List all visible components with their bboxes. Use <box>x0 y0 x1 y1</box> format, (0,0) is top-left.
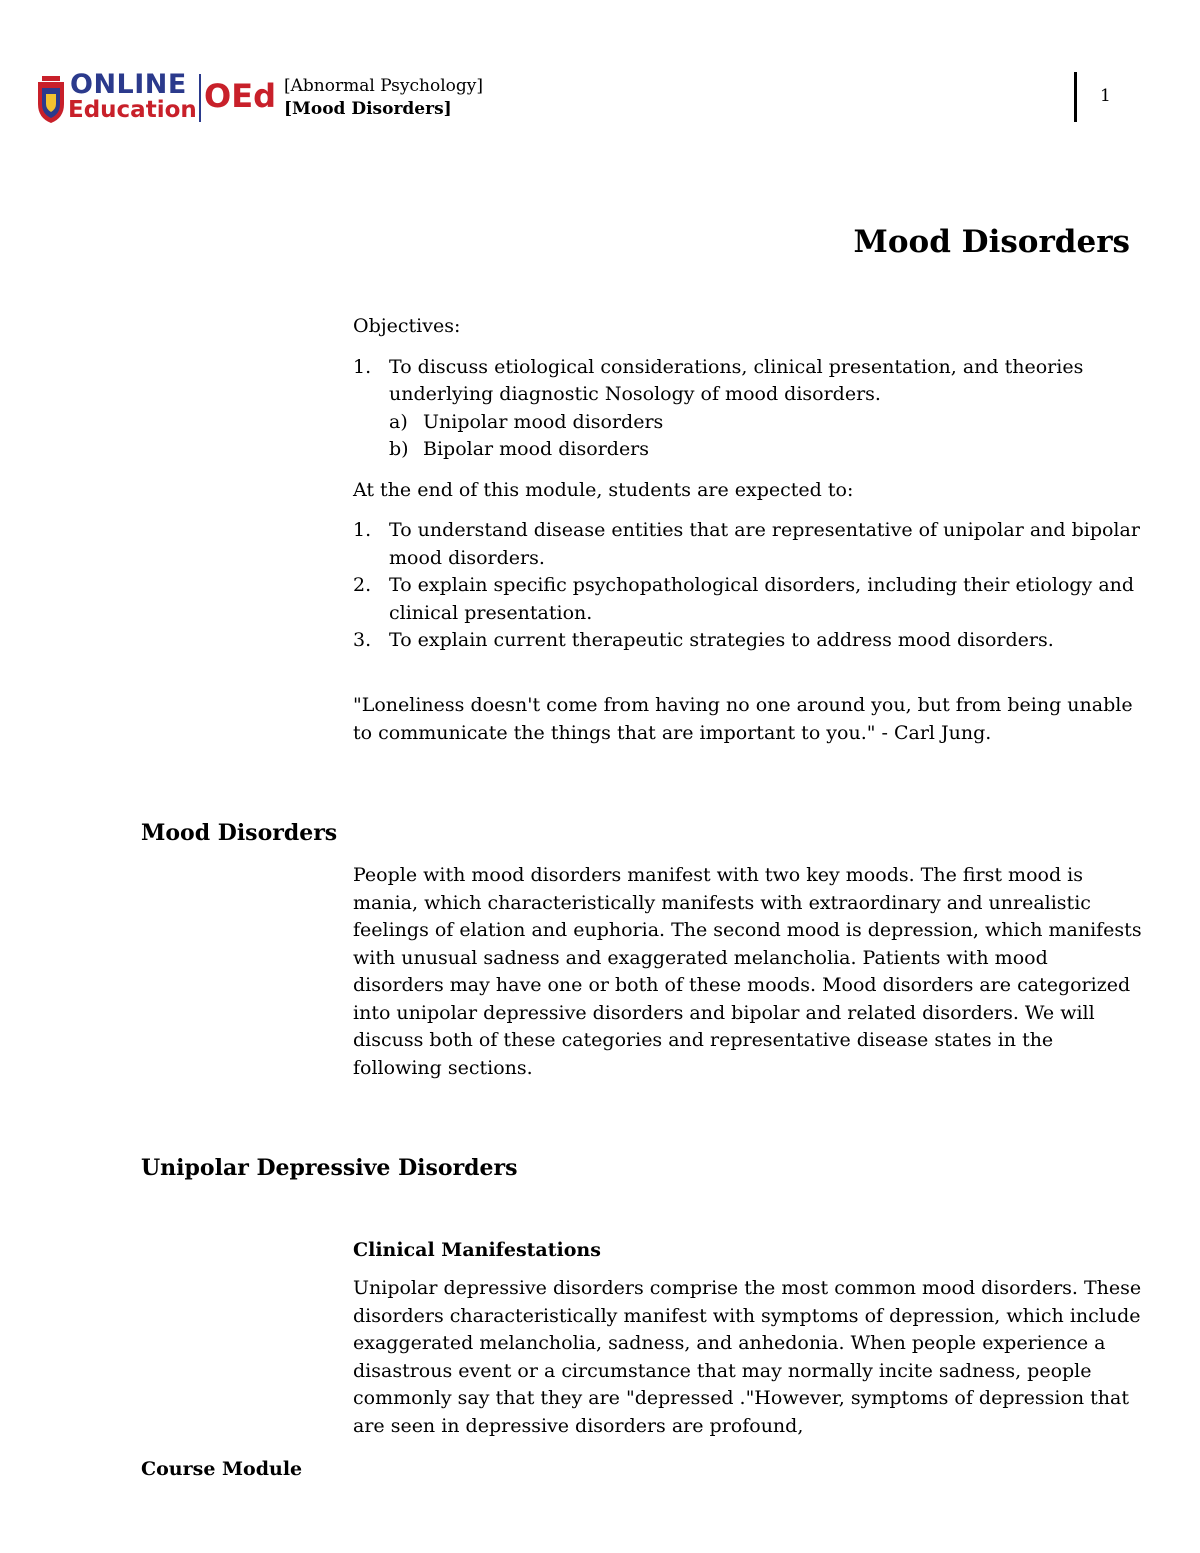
expected-text: To explain specific psychopathological disorders, including their etiology and clinical presentation. <box>389 574 1135 624</box>
expected-number: 1. <box>353 519 372 541</box>
objective-text: To discuss etiological considerations, clinical presentation, and theories underlying diagnostic Nosology of mood disorders. <box>389 355 1084 405</box>
subitem-text: Bipolar mood disorders <box>423 438 650 460</box>
objective-subitem <box>389 409 1143 437</box>
logo-online-text: ONLINE <box>70 69 187 100</box>
expected-item <box>353 517 1143 572</box>
subheading-clinical-manifestations: Clinical Manifestations <box>353 1239 601 1261</box>
section-heading-mood-disorders: Mood Disorders <box>141 820 338 846</box>
subitem-letter: a) <box>389 410 408 433</box>
expected-item <box>353 627 1143 655</box>
objective-number: 1. <box>353 355 372 378</box>
page-title: Mood Disorders <box>853 224 1130 260</box>
header-course: [Abnormal Psychology] <box>284 76 484 96</box>
subitem-text: Unipolar mood disorders <box>423 410 664 433</box>
logo <box>36 69 276 126</box>
shield-icon <box>36 76 66 124</box>
section-heading-unipolar: Unipolar Depressive Disorders <box>141 1155 518 1181</box>
expected-number: 3. <box>353 629 372 651</box>
subitem-letter: b) <box>389 438 409 460</box>
section-paragraph: Unipolar depressive disorders comprise the most common mood disorders. These disorders characteristically manifest with symptoms of depression, which include exaggerated melancholia, sadness, and anhedonia. When people experience a disastrous event or a circumstance that may normally incite sadness, people commonly say that they are "depressed ."However, symptoms of depression that are seen in depressive disorders are profound, <box>353 1277 1142 1437</box>
page-number-divider <box>1074 72 1077 122</box>
objective-item <box>353 354 1143 409</box>
logo-education-text: Education <box>68 97 197 123</box>
objectives-block <box>353 313 1143 655</box>
objective-subitem <box>389 436 1143 464</box>
section-paragraph: People with mood disorders manifest with two key moods. The first mood is mania, which characteristically manifests with extraordinary and unrealistic feelings of elation and euphoria. The second mood is depression, which manifests with unusual sadness and exaggerated melancholia. Patients with mood disorders may have one or both of these moods. Mood disorders are categorized into unipolar depressive disorders and bipolar and related disorders. We will discuss both of these categories and representative disease states in the following sections. <box>353 864 1142 1079</box>
expected-label: At the end of this module, students are expected to: <box>353 478 854 501</box>
logo-oed-text: OEd <box>204 77 276 115</box>
logo-divider <box>199 74 201 122</box>
objectives-label: Objectives: <box>353 315 461 337</box>
quote: "Loneliness doesn't come from having no one around you, but from being unable to communicate the things that are important to you." - Carl Jung. <box>353 694 1133 744</box>
footer-course-module: Course Module <box>141 1458 303 1480</box>
expected-item <box>353 572 1143 627</box>
expected-number: 2. <box>353 574 372 596</box>
expected-text: To explain current therapeutic strategies to address mood disorders. <box>389 629 1054 651</box>
expected-text: To understand disease entities that are representative of unipolar and bipolar mood disorders. <box>389 519 1140 569</box>
page-number: 1 <box>1100 86 1111 106</box>
header-topic: [Mood Disorders] <box>284 99 452 119</box>
